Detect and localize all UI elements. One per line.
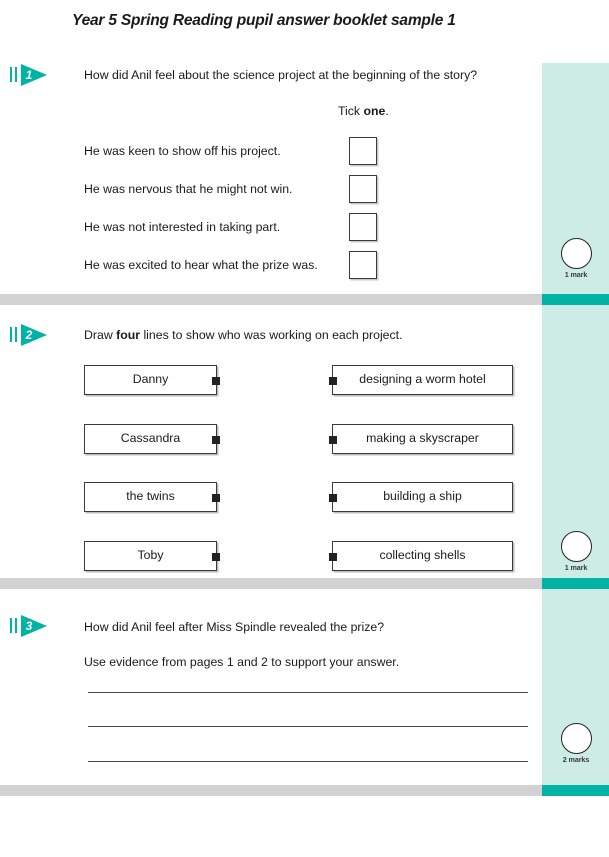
question-separator xyxy=(0,578,542,589)
question-1-prompt: How did Anil feel about the science project at the beginning of the story? xyxy=(84,68,478,82)
question-2-mark-group xyxy=(556,531,596,572)
match-box-label: Danny xyxy=(132,372,169,386)
match-box-label: Cassandra xyxy=(120,431,181,445)
mark-circle[interactable] xyxy=(561,238,592,269)
mark-label: 1 mark xyxy=(564,563,588,572)
question-2-number-marker xyxy=(10,324,58,346)
answer-line[interactable] xyxy=(88,761,528,762)
question-1-number: 1 xyxy=(25,68,33,82)
connector-dot[interactable] xyxy=(329,553,337,561)
question-separator-teal xyxy=(542,578,609,589)
connector-dot[interactable] xyxy=(329,377,337,385)
question-2-prompt-suffix: lines to show who was working on each project. xyxy=(140,328,403,342)
connector-dot[interactable] xyxy=(212,436,220,444)
match-box-left[interactable] xyxy=(84,424,217,454)
option-label: He was keen to show off his project. xyxy=(84,144,281,158)
page-bottom-separator-teal xyxy=(542,785,609,796)
question-3-prompt: How did Anil feel after Miss Spindle revealed the prize? xyxy=(84,620,385,634)
match-box-label: the twins xyxy=(126,489,175,503)
marker-bar-right xyxy=(15,67,17,82)
option-label: He was not interested in taking part. xyxy=(84,220,281,234)
option-row xyxy=(84,251,504,283)
marker-bar-right xyxy=(15,618,17,633)
match-box-label: collecting shells xyxy=(379,548,466,562)
connector-dot[interactable] xyxy=(329,436,337,444)
match-box-right[interactable] xyxy=(332,365,513,395)
connector-dot[interactable] xyxy=(329,494,337,502)
mark-label: 2 marks xyxy=(562,755,590,764)
question-2-prompt xyxy=(84,328,403,342)
tick-instruction-prefix: Tick xyxy=(338,104,364,118)
match-box-label: making a skyscraper xyxy=(366,431,479,445)
tick-instruction-suffix: . xyxy=(385,104,389,118)
connector-dot[interactable] xyxy=(212,553,220,561)
option-row xyxy=(84,137,504,169)
page-title: Year 5 Spring Reading pupil answer booklet sample 1 xyxy=(72,12,456,29)
match-box-label: building a ship xyxy=(383,489,462,503)
tick-box-option-4[interactable] xyxy=(349,251,377,279)
option-label: He was excited to hear what the prize was. xyxy=(84,258,318,272)
marker-bar-left xyxy=(10,618,12,633)
question-2-number: 2 xyxy=(25,328,33,342)
marker-bar-left xyxy=(10,67,12,82)
question-2-prompt-emphasis: four xyxy=(116,328,141,342)
question-separator-teal xyxy=(542,294,609,305)
question-separator xyxy=(0,294,542,305)
match-box-right[interactable] xyxy=(332,482,513,512)
match-box-left[interactable] xyxy=(84,365,217,395)
question-3-instruction: Use evidence from pages 1 and 2 to support your answer. xyxy=(84,655,400,669)
match-box-right[interactable] xyxy=(332,424,513,454)
connector-dot[interactable] xyxy=(212,494,220,502)
page-bottom-separator xyxy=(0,785,542,796)
mark-circle[interactable] xyxy=(561,723,592,754)
question-1-tick-instruction xyxy=(338,104,389,118)
marker-bar-left xyxy=(10,327,12,342)
question-3-number: 3 xyxy=(25,619,33,633)
match-box-label: Toby xyxy=(137,548,164,562)
match-box-right[interactable] xyxy=(332,541,513,571)
answer-line[interactable] xyxy=(88,692,528,693)
tick-box-option-3[interactable] xyxy=(349,213,377,241)
match-box-left[interactable] xyxy=(84,541,217,571)
mark-label: 1 mark xyxy=(564,270,588,279)
option-label: He was nervous that he might not win. xyxy=(84,182,293,196)
option-row xyxy=(84,213,504,245)
tick-instruction-emphasis: one xyxy=(363,104,386,118)
question-3-mark-group xyxy=(556,723,596,764)
question-1-number-marker xyxy=(10,64,58,86)
match-box-label: designing a worm hotel xyxy=(359,372,486,386)
marks-margin-column xyxy=(542,63,609,795)
match-box-left[interactable] xyxy=(84,482,217,512)
question-1-mark-group xyxy=(556,238,596,279)
marker-bar-right xyxy=(15,327,17,342)
tick-box-option-1[interactable] xyxy=(349,137,377,165)
question-2-prompt-prefix: Draw xyxy=(84,328,117,342)
question-3-number-marker xyxy=(10,615,58,637)
tick-box-option-2[interactable] xyxy=(349,175,377,203)
connector-dot[interactable] xyxy=(212,377,220,385)
option-row xyxy=(84,175,504,207)
mark-circle[interactable] xyxy=(561,531,592,562)
answer-line[interactable] xyxy=(88,726,528,727)
